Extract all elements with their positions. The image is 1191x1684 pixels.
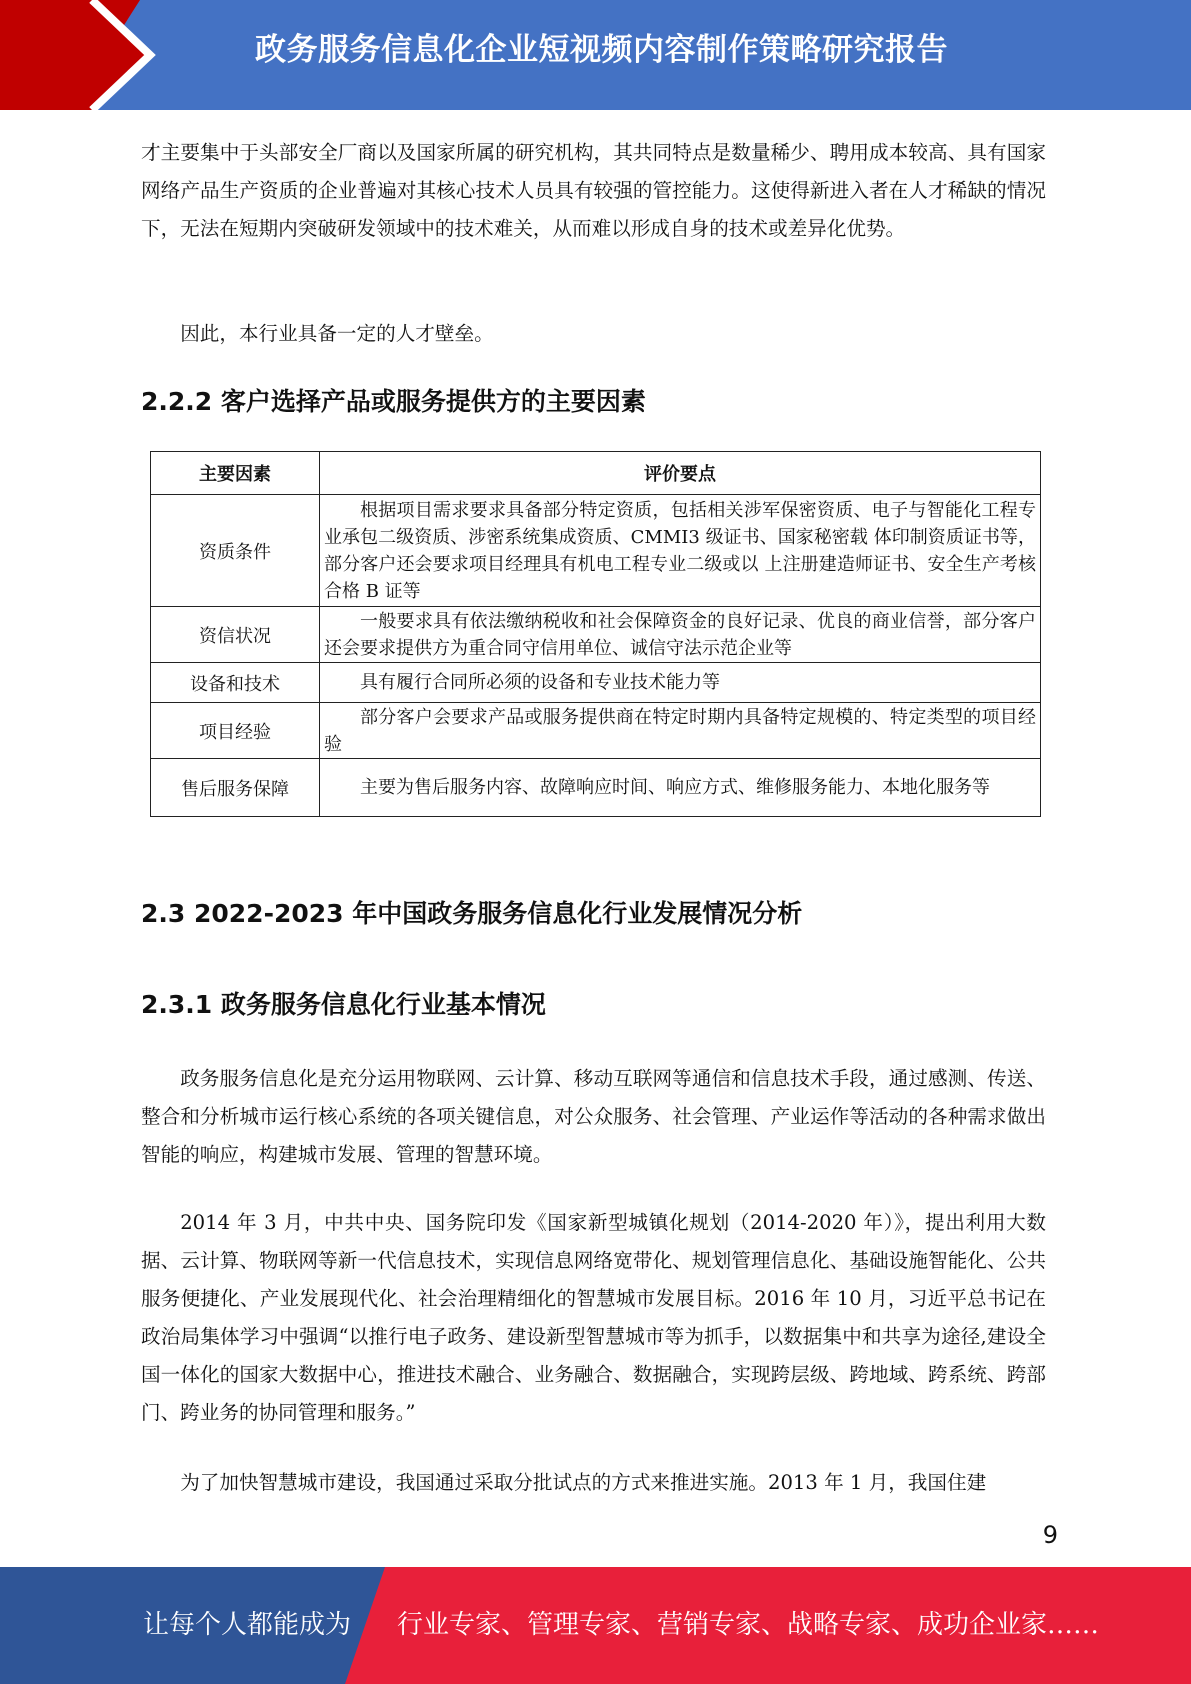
section-heading-2-3-1: 2.3.1 政务服务信息化行业基本情况	[141, 990, 546, 1019]
point-cell: 具有履行合同所必须的设备和专业技术能力等	[320, 663, 1041, 703]
footer-slogan-right: 行业专家、管理专家、营销专家、战略专家、成功企业家……	[397, 1610, 1100, 1640]
table-row	[151, 495, 1041, 607]
page-number: 9	[1042, 1521, 1058, 1549]
table-header-points: 评价要点	[320, 452, 1041, 495]
footer-slogan-left: 让每个人都能成为	[143, 1610, 352, 1640]
table-row	[151, 663, 1041, 703]
factor-cell: 项目经验	[151, 703, 320, 759]
table-row	[151, 759, 1041, 817]
table-row	[151, 607, 1041, 663]
body-paragraph: 才主要集中于头部安全厂商以及国家所属的研究机构，其共同特点是数量稀少、聘用成本较高、具有国家网络产品生产资质的企业普遍对其核心技术人员具有较强的管控能力。这使得新进入者在人才稀缺的情况下，无法在短期内突破研发领域中的技术难关，从而难以形成自身的技术或差异化优势。	[141, 141, 1046, 240]
section-heading-2-2-2: 2.2.2 客户选择产品或服务提供方的主要因素	[141, 387, 646, 416]
report-title: 政务服务信息化企业短视频内容制作策略研究报告	[255, 32, 948, 68]
point-cell: 一般要求具有依法缴纳税收和社会保障资金的良好记录、优良的商业信誉，部分客户还会要求提供方为重合同守信用单位、诚信守法示范企业等	[320, 607, 1041, 663]
point-cell: 根据项目需求要求具备部分特定资质，包括相关涉军保密资质、电子与智能化工程专业承包二级资质、涉密系统集成资质、CMMI3 级证书、国家秘密载 体印制资质证书等，部分客户还会要求项目经理具有机电工程专业二级或以 上注册建造师证书、安全生产考核合格 B 证等	[320, 495, 1041, 607]
table-row	[151, 703, 1041, 759]
factor-cell: 资信状况	[151, 607, 320, 663]
body-paragraph: 政务服务信息化是充分运用物联网、云计算、移动互联网等通信和信息技术手段，通过感测、传送、整合和分析城市运行核心系统的各项关键信息，对公众服务、社会管理、产业运作等活动的各种需求做出智能的响应，构建城市发展、管理的智慧环境。	[141, 1067, 1046, 1166]
section-heading-2-3: 2.3 2022-2023 年中国政务服务信息化行业发展情况分析	[141, 899, 803, 928]
point-cell: 主要为售后服务内容、故障响应时间、响应方式、维修服务能力、本地化服务等	[320, 759, 1041, 817]
body-paragraph: 因此，本行业具备一定的人才壁垒。	[180, 322, 494, 345]
header-banner	[0, 0, 1191, 110]
factors-table	[150, 451, 1041, 817]
footer-banner	[0, 1567, 1191, 1684]
factor-cell: 设备和技术	[151, 663, 320, 703]
factor-cell: 资质条件	[151, 495, 320, 607]
point-cell: 部分客户会要求产品或服务提供商在特定时期内具备特定规模的、特定类型的项目经验	[320, 703, 1041, 759]
factor-cell: 售后服务保障	[151, 759, 320, 817]
table-header-row	[151, 452, 1041, 495]
body-paragraph: 为了加快智慧城市建设，我国通过采取分批试点的方式来推进实施。2013 年 1 月，我国住建	[180, 1471, 987, 1494]
table-header-factor: 主要因素	[151, 452, 320, 495]
body-paragraph: 2014 年 3 月，中共中央、国务院印发《国家新型城镇化规划（2014-2020 年）》，提出利用大数据、云计算、物联网等新一代信息技术，实现信息网络宽带化、规划管理信息化、基础设施智能化、公共服务便捷化、产业发展现代化、社会治理精细化的智慧城市发展目标。2016 年 10 月，习近平总书记在政治局集体学习中强调“以推行电子政务、建设新型智慧城市等为抓手，以数据集中和共享为途径,建设全国一体化的国家大数据中心，推进技术融合、业务融合、数据融合，实现跨层级、跨地域、跨系统、跨部门、跨业务的协同管理和服务。”	[141, 1211, 1046, 1424]
